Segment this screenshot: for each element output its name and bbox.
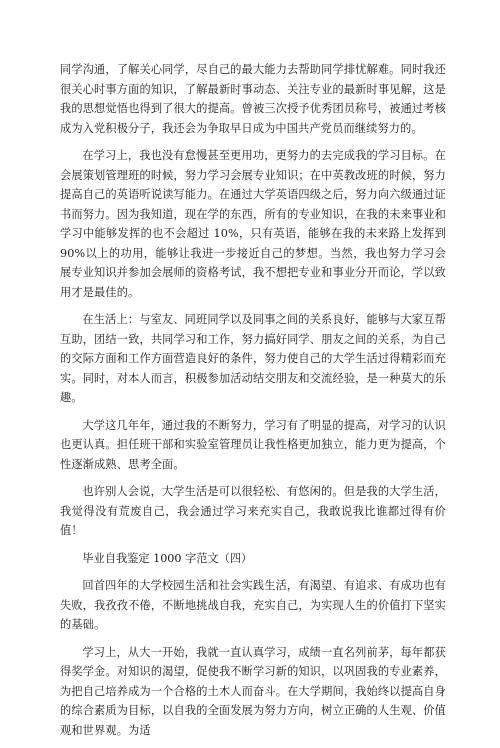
paragraph-2: 在学习上，我也没有怠慢甚至更用功，更努力的去完成我的学习目标。在会展策划管理班的时候，努力学习会展专业知识；在中英教改班的时候，努力提高自己的英语听说读写能力。在通过大学英语四级之后，努力向六级通过证书而努力。因为我知道，现在学的东西，所有的专业知识，在我的未来事业和学习中能够发挥的也不会超过 10%，只有英语，能够在我的未来路上发挥到 90%以上的功用，能够让我进一步接近自己的梦想。当然，我也努力学习会展专业知识并参加会展师的资格考试，我不想把专业和事业分开而论，学以致用才是最佳的。: [60, 149, 446, 299]
paragraph-3: 在生活上：与室友、同班同学以及同事之间的关系良好，能够与大家互帮互助，团结一致，共同学习和工作，努力搞好同学、朋友之间的关系，为自己的交际方面和工作方面营造良好的条件，努力使自己的大学生活过得精彩而充实。同时，对本人而言，积极参加活动结交朋友和交流经验，是一种莫大的乐趣。: [60, 313, 446, 404]
paragraph-6: 回首四年的大学校园生活和社会实践生活，有渴望、有追求、有成功也有失败，我孜孜不倦，不断地挑战自我，充实自己，为实现人生的价值打下坚实的基础。: [60, 579, 446, 631]
paragraph-7: 学习上，从大一开始，我就一直认真学习，成绩一直名列前茅，每年都获得奖学金。对知识的渴望，促使我不断学习新的知识，以巩固我的专业素养，为把自己培养成为一个合格的土木人而奋斗。在大学期间，我始终以提高自身的综合素质为目标，以自我的全面发展为努力方向，树立正确的人生观、价值观和世界观。为适: [60, 645, 446, 737]
paragraph-4: 大学这几年年，通过我的不断努力，学习有了明显的提高，对学习的认识也更认真。担任班干部和实验室管理员让我性格更加独立，能力更为提高，个性逐渐成熟、思考全面。: [60, 418, 446, 471]
paragraph-5: 也许别人会说，大学生活是可以很轻松、有悠闲的。但是我的大学生活，我觉得没有荒废自己，我会通过学习来充实自己，我敢说我比谁都过得有价值！: [60, 485, 446, 537]
section-heading: 毕业自我鉴定 1000 字范文（四）: [82, 551, 253, 565]
document-page: [60, 60, 446, 748]
paragraph-1: 同学沟通，了解关心同学，尽自己的最大能力去帮助同学排忧解难。同时我还很关心时事方面的知识，了解最新时事动态、关注专业的最新时事见解，这是我的思想觉悟也得到了很大的提高。曾被三次授予优秀团员称号，被通过考核成为入党积极分子，我还会为争取早日成为中国共产党员而继续努力的。: [60, 63, 446, 135]
